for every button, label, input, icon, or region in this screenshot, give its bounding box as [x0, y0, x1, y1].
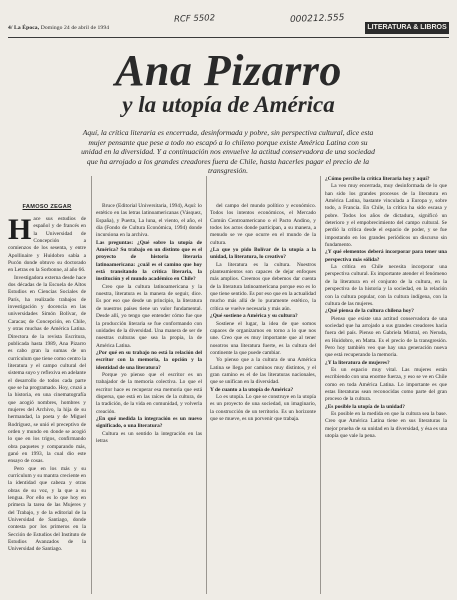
interview-question: ¿Qué piensa de la cultura chilena hoy? [325, 308, 414, 315]
paragraph: La literatura es la cultura. Nuestros planteamientos son capaces de dejar enfoques más amplios. Creemos que debemos dar cuenta de la literatura latinoamericana porque eso es lo que tiene sentido. Es por eso que en la actualidad mucho más allá de lo puramente estético, la crítica se vuelve necesaria y más aún. [210, 261, 316, 312]
article-column-3 [210, 203, 316, 423]
paragraph: Lo es utopía. Lo que se construye en la utopía es un proyecto de una sociedad, un imaginario, la construcción de un territorio. Es un horizonte que se mueve, es un porvenir que trabaja. [210, 393, 316, 422]
paragraph: Creo que la cultura latinoamericana y la nuestra, literatura es la manera de seguir, dice. Es por eso que desde un principio, la literatura de nuestros países tiene un valor fundamental. Desde allí, yo tengo que entender cómo fue que la producción literaria se fue conformando con unidades de la diversidad. Una manera de ser de nuestras culturas que sea la propia, la de América Latina. [96, 283, 202, 349]
article-column-2 [96, 203, 202, 445]
paragraph: Cultura es un sentido la integración en las letras [96, 430, 202, 444]
paragraph: Porque yo pienso que el escritor es un trabajador de la memoria colectiva. Lo que el escritor hace es recuperar esa memoria que está dispersa, que está en las raíces de la cultura, de la tradición, de la vida en comunidad, y volverla creación. [96, 371, 202, 415]
paragraph: Es posible en la medida en que la cultura sea la base. Creo que América Latina tiene en sus literaturas la mejor prueba de su unidad en la diversidad, y ésa es una utopía que vale la pena. [325, 411, 447, 440]
paragraph: Bruce (Editorial Universitaria, 1994), Aquí: lo estético en las letras latinoamericanas (Vásquez, España), y Puerta, La luna, el viento, el año, el día (Fondo de Cultura Económica, 1994) donde incursiona en la archiva. [96, 203, 202, 239]
paragraph: Pero que en los más y su currículum y su mantra creciente en la identidad que cabeza y otras obras de su voz, y la que a su lengua. Por ello es lo que hoy en primera la tarea de las Mujeres y del Trabajo, y de la editorial de la Universidad de Santiago, donde contesta por los primeros en la Sección de Estudios del Instituto de Estudios Avanzados de la Universidad de Santiago. [8, 465, 86, 553]
page-header-info [8, 25, 109, 31]
column-divider [91, 176, 92, 594]
paragraph: Sostiene el lugar, la idea de que somos capaces de organizarnos en torno a lo que nos une. Creo que es muy importante que al tener nosotros una literatura fuerte, es la cultura del continente la que puede cambiar. [210, 320, 316, 356]
interview-question: ¿Cómo percibe la crítica literaria hoy y aquí? [325, 176, 430, 182]
interview-question: ¿Es posible la utopía de la unidad? [325, 403, 405, 410]
interview-question: ¿En qué medida la integración es un nuevo significado, o una literatura? [96, 415, 202, 430]
paragraph: ace sus estudios de español y de francés en la Universidad de Concepción a comienzos de los sesenta, y entre Apollinaire y Huidobro sabía a Pucón donde obtuvo su doctorado en Letras en la Sorbonne, al año 66. [8, 216, 86, 274]
drop-cap: H [8, 213, 32, 246]
paragraph: La veo muy encerrada, muy desinformada de lo que han sido los grandes procesos de la literatura en América Latina, bastante vinculada a Europa y, sobre todo, a Francia. En Chile, la crítica ha sido escasa y pobre. Todos los años de dictadura, significó un deterioro y el empobrecimiento del campo cultural. Se perdió la crítica desde el espacio de poder, y se fue impostando en los grandes periódicos un discurso sin fundamento. [325, 183, 447, 249]
interview-question: ¿Y la literatura de mujeres? [325, 359, 390, 366]
newspaper-name: 4/ La Época, [8, 25, 40, 31]
paragraph: Es un espacio muy vital. Las mujeres están escribiendo con una enorme fuerza, y eso se ve en Chile como en toda América Latina. Lo importante es que estas literaturas sean reconocidas como parte del gran proceso de la cultura. [325, 366, 447, 403]
archive-number-stamp: 000212.555 [289, 13, 345, 25]
header-rule [8, 37, 449, 38]
column-divider [320, 176, 321, 594]
article-byline: FAMOSO ZEGAR [22, 204, 72, 210]
publication-date: Domingo 24 de abril de 1994 [40, 25, 110, 31]
paragraph: Yo pienso que a la cultura de una América Latina se llega por caminos muy distintos, y el gran camino es el de las literaturas nacionales, que se unifican en la diversidad. [210, 357, 316, 386]
paragraph: Pienso que existe una actitud conservadora de una sociedad que ha arrojado a sus grandes creadores hacia fuera del país. Pienso en Gabriela Mistral, en Neruda, en Huidobro, en Matta. Es el precio de la transgresión. Pero hoy también veo que hay una generación nueva que está recuperando la memoria. [325, 315, 447, 359]
interview-question: ¿Qué sostiene a América y su cultura? [210, 313, 298, 320]
paragraph: del campo del mundo político y económico. Todos los intentos económicos, el Mercado Común Centroamericano o el Pacto Andino, y todos los actos donde participan, a su manera, a menudo se ve que ocurre en el mundo de la cultura. [210, 203, 316, 246]
paragraph: La crítica en Chile necesita incorporar una perspectiva cultural. Es importante atender el fenómeno de la literatura en el conjunto de la cultura, en la perspectiva de la historia y la sociedad, en la relación con la cultura popular, con la cultura indígena, con la cultura de las mujeres. [325, 264, 447, 307]
interview-question: Y de cuanto a la utopía de América? [210, 386, 294, 393]
column-divider [206, 176, 207, 594]
interview-question: ¿Y qué elementos deberá incorporar para tener una perspectiva más sólida? [325, 249, 447, 263]
paragraph: Investigadora externa desde hace dos décadas de la Escuela de Altos Estudios en Ciencias Sociales de París, ha realizado trabajos de investigación y docencia en las universidades Simón Bolívar, de Caracas; de Concepción, en Chile, y otras muchas de América Latina. Directora de la revista Escritura, publicada hasta 1989, Ana Pizarro es cabo gran la sumas de un currículum que tiene como centro la literatura y el campo cultural del sistema suyo y reflexiva en adelante el desarrollo de todos cada parte que se ha programado. Hoy, cruzó a la historia, en una cinematografía que acogió nombres, hombres y mujeres del Archivo, la hija de su hermandad, la poeta y de Miguel Rodríguez, se unió el preceptivo de orden y mundo en donde se acogió lo que en los trigos, confirmando obra paquetes y comparando más, ganó en 1993, la cual dio este ensayo de cosas. [8, 274, 86, 465]
interview-question: Las preguntas: ¿Qué sobre la utopía de América? Su trabajo en un distinto que es el proyecto de historia literaria latinoamericana: ¿cuál es el camino que hoy está transitando la crítica literaria, la institución y el mundo académico en Chile? [96, 239, 202, 283]
article-column-4 [325, 176, 447, 440]
article-lead: Aquí, la crítica literaria es encerrada, desinformada y pobre, sin perspectiva cultural, dice esta mujer pensante que pese a todo no escapó a lo chileno porque existe América Latina con su unidad en la diversidad. Y a continuación nos envuelve la actitud conservadora de una sociedad que ha arrojado a los grandes creadores fuera de Chile, hasta hacerles pagar el precio de la transgresión. [81, 128, 375, 176]
interview-question: ¿Por qué en su trabajo no está la relación del escritor con la memoria, la opción y la identidad de una literatura? [96, 349, 202, 371]
article-column-1 [8, 213, 86, 554]
article-subtitle: y la utopía de América [122, 92, 335, 117]
interview-question: ¿La que yo pido Bolívar de la utopía a la unidad, la literatura, lo creativo? [210, 247, 316, 261]
article-title: Ana Pizarro [115, 46, 342, 95]
section-label: LITERATURA & LIBROS [365, 22, 449, 34]
archive-stamp: RCF 5502 [173, 13, 216, 25]
